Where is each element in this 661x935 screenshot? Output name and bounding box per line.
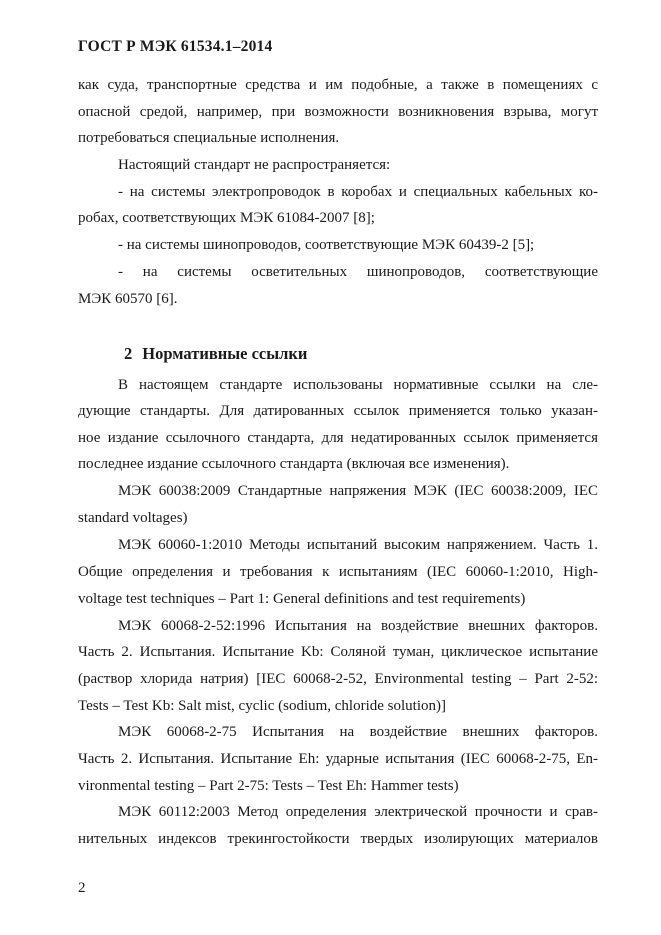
reference-line: Общие определения и требования к испытаниям (IEC 60060-1:2010, High- <box>78 564 598 580</box>
section-heading <box>124 344 307 364</box>
document-header: ГОСТ Р МЭК 61534.1–2014 <box>78 38 273 55</box>
list-item-line: - на системы осветительных шинопроводов, соответствующие <box>118 264 598 280</box>
reference-line: vironmental testing – Part 2-75: Tests – Test Eh: Hammer tests) <box>78 778 459 794</box>
text-line: потребоваться специальные исполнения. <box>78 130 340 146</box>
reference-line: МЭК 60112:2003 Метод определения электрической прочности и срав- <box>118 804 598 820</box>
text-line: дующие стандарты. Для датированных ссылок применяется только указан- <box>78 403 598 419</box>
text-line: МЭК 60570 [6]. <box>78 291 178 307</box>
section-title: Нормативные ссылки <box>142 344 308 363</box>
section-number: 2 <box>124 344 133 363</box>
reference-line: Часть 2. Испытания. Испытание Kb: Соляной туман, циклическое испытание <box>78 644 598 660</box>
text-line: Настоящий стандарт не распространяется: <box>118 157 391 173</box>
text-line: опасной средой, например, при возможности возникновения взрыва, могут <box>78 104 598 120</box>
text-line: ное издание ссылочного стандарта, для недатированных ссылок применяется <box>78 430 598 446</box>
text-line: последнее издание ссылочного стандарта (включая все изменения). <box>78 456 510 472</box>
reference-line: МЭК 60038:2009 Стандартные напряжения МЭК (IEC 60038:2009, IEC <box>118 483 598 499</box>
page-number: 2 <box>78 880 86 896</box>
reference-line: МЭК 60068-2-52:1996 Испытания на воздействие внешних факторов. <box>118 618 598 634</box>
reference-line: МЭК 60068-2-75 Испытания на воздействие внешних факторов. <box>118 724 598 740</box>
list-item-line: - на системы шинопроводов, соответствующие МЭК 60439-2 [5]; <box>118 237 535 253</box>
reference-line: voltage test techniques – Part 1: General definitions and test requirements) <box>78 591 526 607</box>
reference-line: standard voltages) <box>78 510 188 526</box>
reference-line: Часть 2. Испытания. Испытание Eh: ударные испытания (IEC 60068-2-75, En- <box>78 751 598 767</box>
reference-line: нительных индексов трекингостойкости твердых изолирующих материалов <box>78 831 598 847</box>
reference-line: МЭК 60060-1:2010 Методы испытаний высоким напряжением. Часть 1. <box>118 537 598 553</box>
text-line: робах, соответствующих МЭК 61084-2007 [8]; <box>78 210 375 226</box>
text-line: В настоящем стандарте использованы нормативные ссылки на сле- <box>118 377 598 393</box>
reference-line: (раствор хлорида натрия) [IEC 60068-2-52, Environmental testing – Part 2-52: <box>78 671 598 687</box>
list-item-line: - на системы электропроводок в коробах и специальных кабельных ко- <box>118 184 598 200</box>
reference-line: Tests – Test Kb: Salt mist, cyclic (sodium, chloride solution)] <box>78 698 446 714</box>
text-line: как суда, транспортные средства и им подобные, а также в помещениях с <box>78 77 598 93</box>
